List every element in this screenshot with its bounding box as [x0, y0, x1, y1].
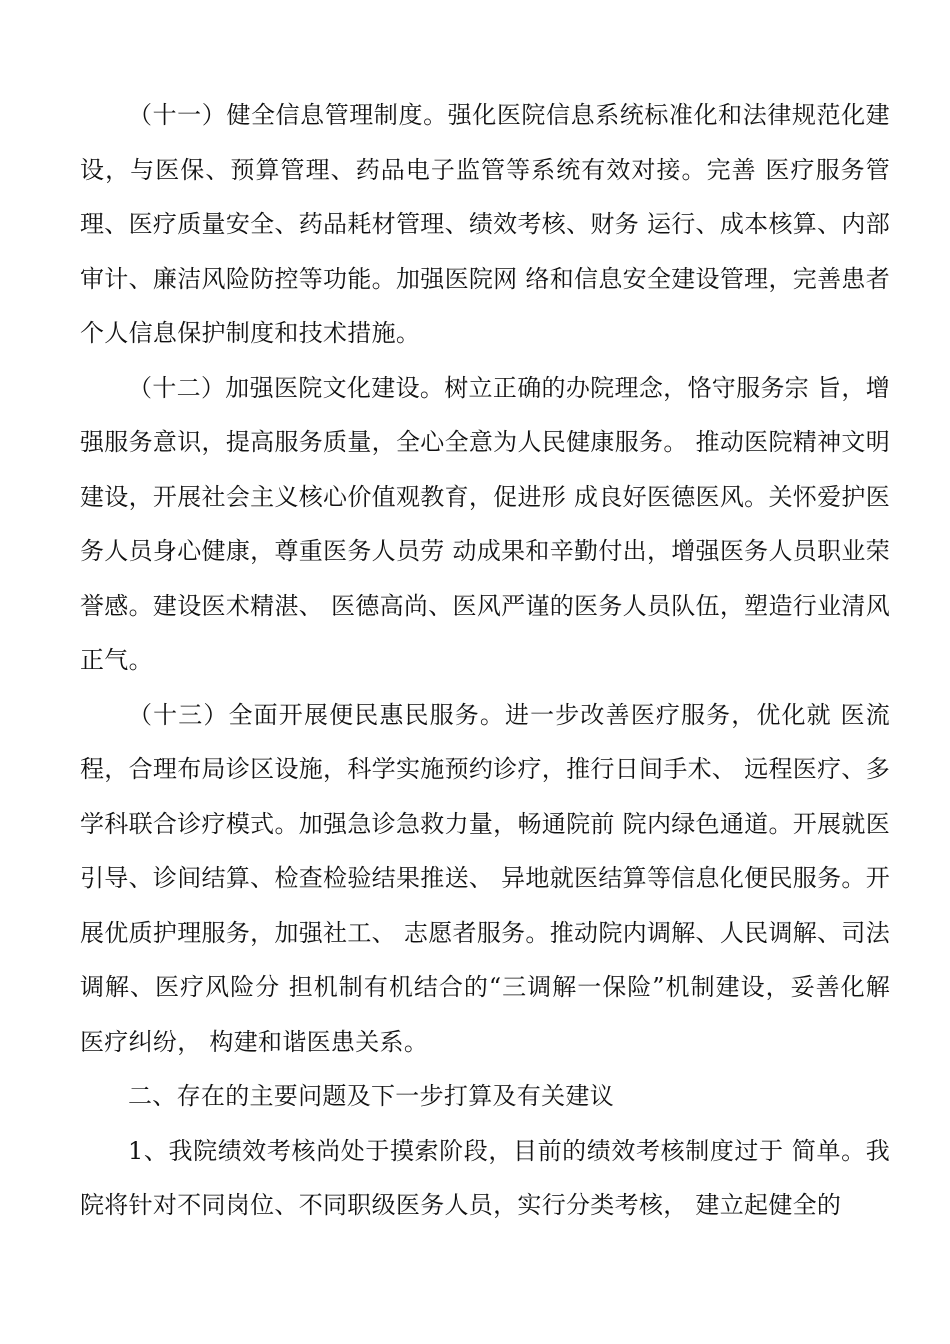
paragraph-hospital-culture: （十二）加强医院文化建设。树立正确的办院理念，恪守服务宗 旨，增强服务意识，提高服务质量，全心全意为人民健康服务。 推动医院精神文明建设，开展社会主义核心价值观教育，促进形 成良好医德医风。关怀爱护医务人员身心健康，尊重医务人员劳 动成果和辛勤付出，增强医务人员职业荣誉感。建设医术精湛、 医德高尚、医风严谨的医务人员队伍，塑造行业清风正气。 — [80, 373, 890, 674]
paragraph-information-management: （十一）健全信息管理制度。强化医院信息系统标准化和法律规范化建设，与医保、预算管理、药品电子监管等系统有效对接。完善 医疗服务管理、医疗质量安全、药品耗材管理、绩效考核、财务 运行、成本核算、内部审计、廉洁风险防控等功能。加强医院网 络和信息安全建设管理，完善患者个人信息保护制度和技术措施。 — [80, 101, 890, 347]
paragraph-item-1: 1、我院绩效考核尚处于摸索阶段，目前的绩效考核制度过于 简单。我院将针对不同岗位、不同职级医务人员，实行分类考核， 建立起健全的 — [80, 1136, 890, 1219]
document-page — [80, 88, 890, 1233]
section-heading: 二、存在的主要问题及下一步打算及有关建议 — [128, 1082, 614, 1110]
paragraph-convenience-services: （十三）全面开展便民惠民服务。进一步改善医疗服务，优化就 医流程，合理布局诊区设施，科学实施预约诊疗，推行日间手术、 远程医疗、多学科联合诊疗模式。加强急诊急救力量，畅通院前 院内绿色通道。开展就医引导、诊间结算、检查检验结果推送、 异地就医结算等信息化便民服务。开展优质护理服务，加强社工、 志愿者服务。推动院内调解、人民调解、司法调解、医疗风险分 担机制有机结合的“三调解一保险”机制建设，妥善化解医疗纠纷， 构建和谐医患关系。 — [80, 700, 890, 1056]
